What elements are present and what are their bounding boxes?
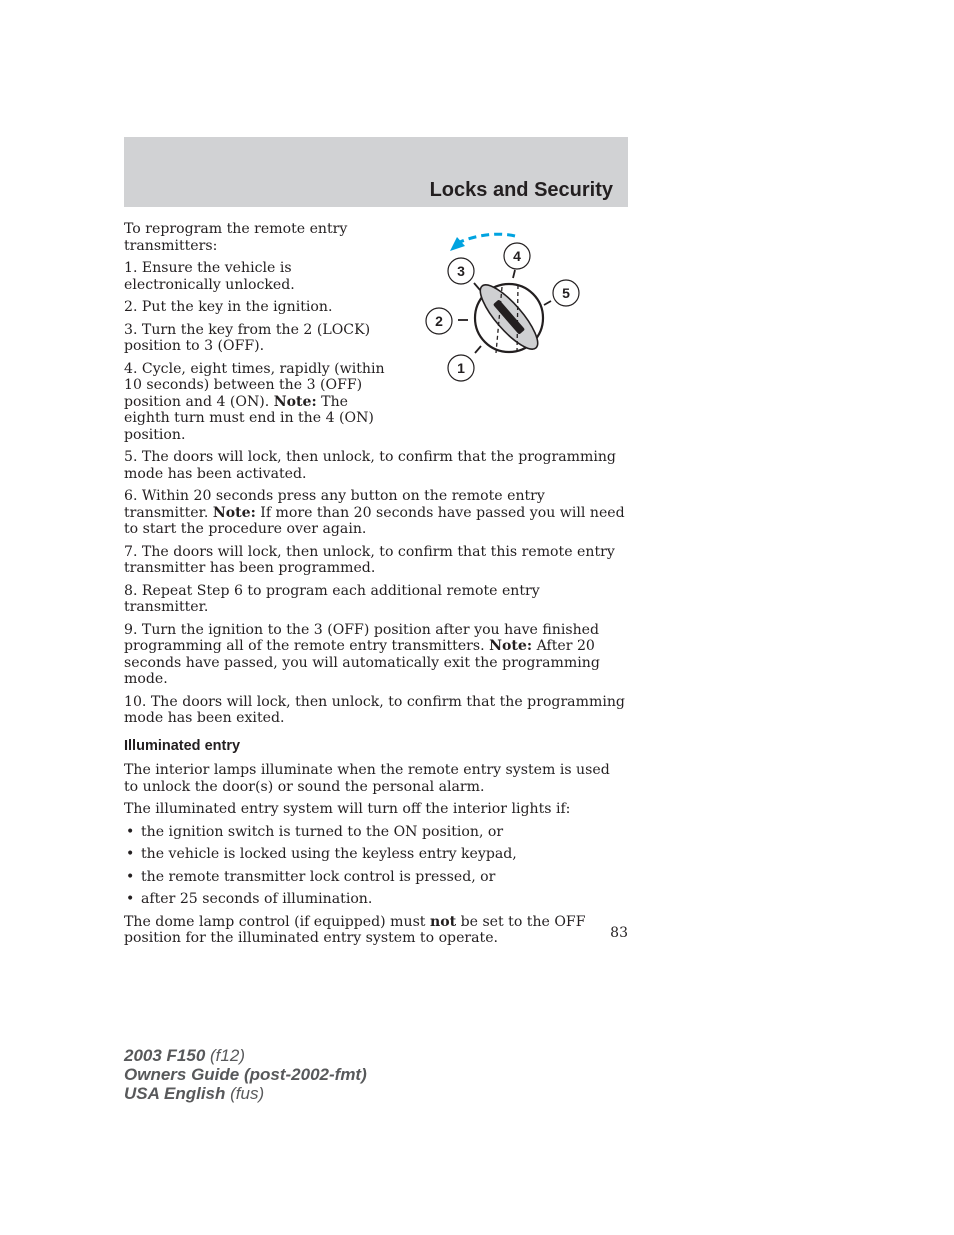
dome-lamp-text-start: The dome lamp control (if equipped) must bbox=[124, 913, 430, 930]
footer-model-code: (f12) bbox=[205, 1046, 245, 1065]
step-9-text: 9. Turn the ignition to the 3 (OFF) position after you have finished programming all of the remote entry transmitters. bbox=[124, 621, 600, 654]
step-5: 5. The doors will lock, then unlock, to confirm that the programming mode has been activated. bbox=[124, 449, 616, 482]
list-item-text: the remote transmitter lock control is pressed, or bbox=[141, 868, 496, 885]
step-8: 8. Repeat Step 6 to program each additional remote entry transmitter. bbox=[124, 582, 540, 615]
bullet-icon: • bbox=[126, 846, 135, 862]
position-4-label: 4 bbox=[513, 248, 521, 264]
illuminated-entry-heading: Illuminated entry bbox=[124, 737, 241, 754]
section-title: Locks and Security bbox=[429, 179, 613, 201]
section-header-band bbox=[124, 137, 628, 207]
list-item-text: the vehicle is locked using the keyless entry keypad, bbox=[141, 846, 517, 862]
step-10: 10. The doors will lock, then unlock, to confirm that the programming mode has been exited. bbox=[124, 693, 625, 726]
step-4 bbox=[124, 361, 386, 444]
illuminated-bullet-list bbox=[124, 824, 628, 908]
step-6-note-label: Note: bbox=[212, 504, 256, 521]
step-9-note-label: Note: bbox=[489, 638, 533, 654]
illuminated-paragraph-1: The interior lamps illuminate when the remote entry system is used to unlock the door(s) or sound the personal alarm. bbox=[124, 762, 610, 795]
position-1-label: 1 bbox=[457, 360, 465, 376]
step-6-text: 6. Within 20 seconds press any button on the remote entry transmitter. bbox=[124, 488, 545, 521]
document-footer bbox=[124, 1046, 367, 1103]
step-4-text: 4. Cycle, eight times, rapidly (within 10 seconds) between the 3 (OFF) position and 4 (ON). bbox=[124, 360, 385, 410]
step-7: 7. The doors will lock, then unlock, to confirm that this remote entry transmitter has been programmed. bbox=[124, 543, 615, 576]
step-4-note-text: The eighth turn must end in the 4 (ON) position. bbox=[124, 393, 374, 443]
list-item-text: the ignition switch is turned to the ON position, or bbox=[141, 823, 504, 840]
main-content bbox=[124, 221, 628, 953]
step-6 bbox=[124, 488, 628, 538]
list-item bbox=[124, 824, 628, 841]
dome-lamp-text-end: be set to the OFF position for the illuminated entry system to operate. bbox=[124, 913, 586, 946]
step-2: 2. Put the key in the ignition. bbox=[124, 299, 333, 315]
step-4-note-label: Note: bbox=[273, 393, 317, 410]
footer-line-2: Owners Guide (post-2002-fmt) bbox=[124, 1065, 367, 1084]
dome-lamp-paragraph bbox=[124, 914, 628, 947]
list-item-text: after 25 seconds of illumination. bbox=[141, 891, 373, 907]
intro-paragraph: To reprogram the remote entry transmitters: bbox=[124, 221, 348, 254]
footer-line-3 bbox=[124, 1084, 367, 1103]
step-9-note-text: After 20 seconds have passed, you will automatically exit the programming mode. bbox=[124, 638, 600, 687]
illuminated-paragraph-2: The illuminated entry system will turn off the interior lights if: bbox=[124, 801, 571, 817]
position-3-label: 3 bbox=[457, 263, 465, 279]
position-2-label: 2 bbox=[435, 313, 443, 329]
dome-lamp-emphasis: not bbox=[429, 913, 457, 930]
footer-model: 2003 F150 bbox=[124, 1046, 206, 1065]
bullet-icon: • bbox=[126, 823, 135, 840]
list-item bbox=[124, 869, 628, 886]
page-number: 83 bbox=[610, 925, 628, 941]
step-1: 1. Ensure the vehicle is electronically unlocked. bbox=[124, 260, 295, 293]
step-3: 3. Turn the key from the 2 (LOCK) position to 3 (OFF). bbox=[124, 321, 371, 354]
footer-language: USA English bbox=[124, 1084, 226, 1103]
step-6-note-text: If more than 20 seconds have passed you will need to start the procedure over again. bbox=[124, 504, 625, 537]
list-item bbox=[124, 891, 628, 908]
bullet-icon: • bbox=[126, 868, 135, 885]
step-9 bbox=[124, 622, 628, 688]
list-item bbox=[124, 846, 628, 863]
bullet-icon: • bbox=[126, 891, 135, 907]
footer-language-code: (fus) bbox=[225, 1084, 265, 1103]
position-5-label: 5 bbox=[562, 285, 570, 301]
footer-line-1 bbox=[124, 1046, 367, 1065]
